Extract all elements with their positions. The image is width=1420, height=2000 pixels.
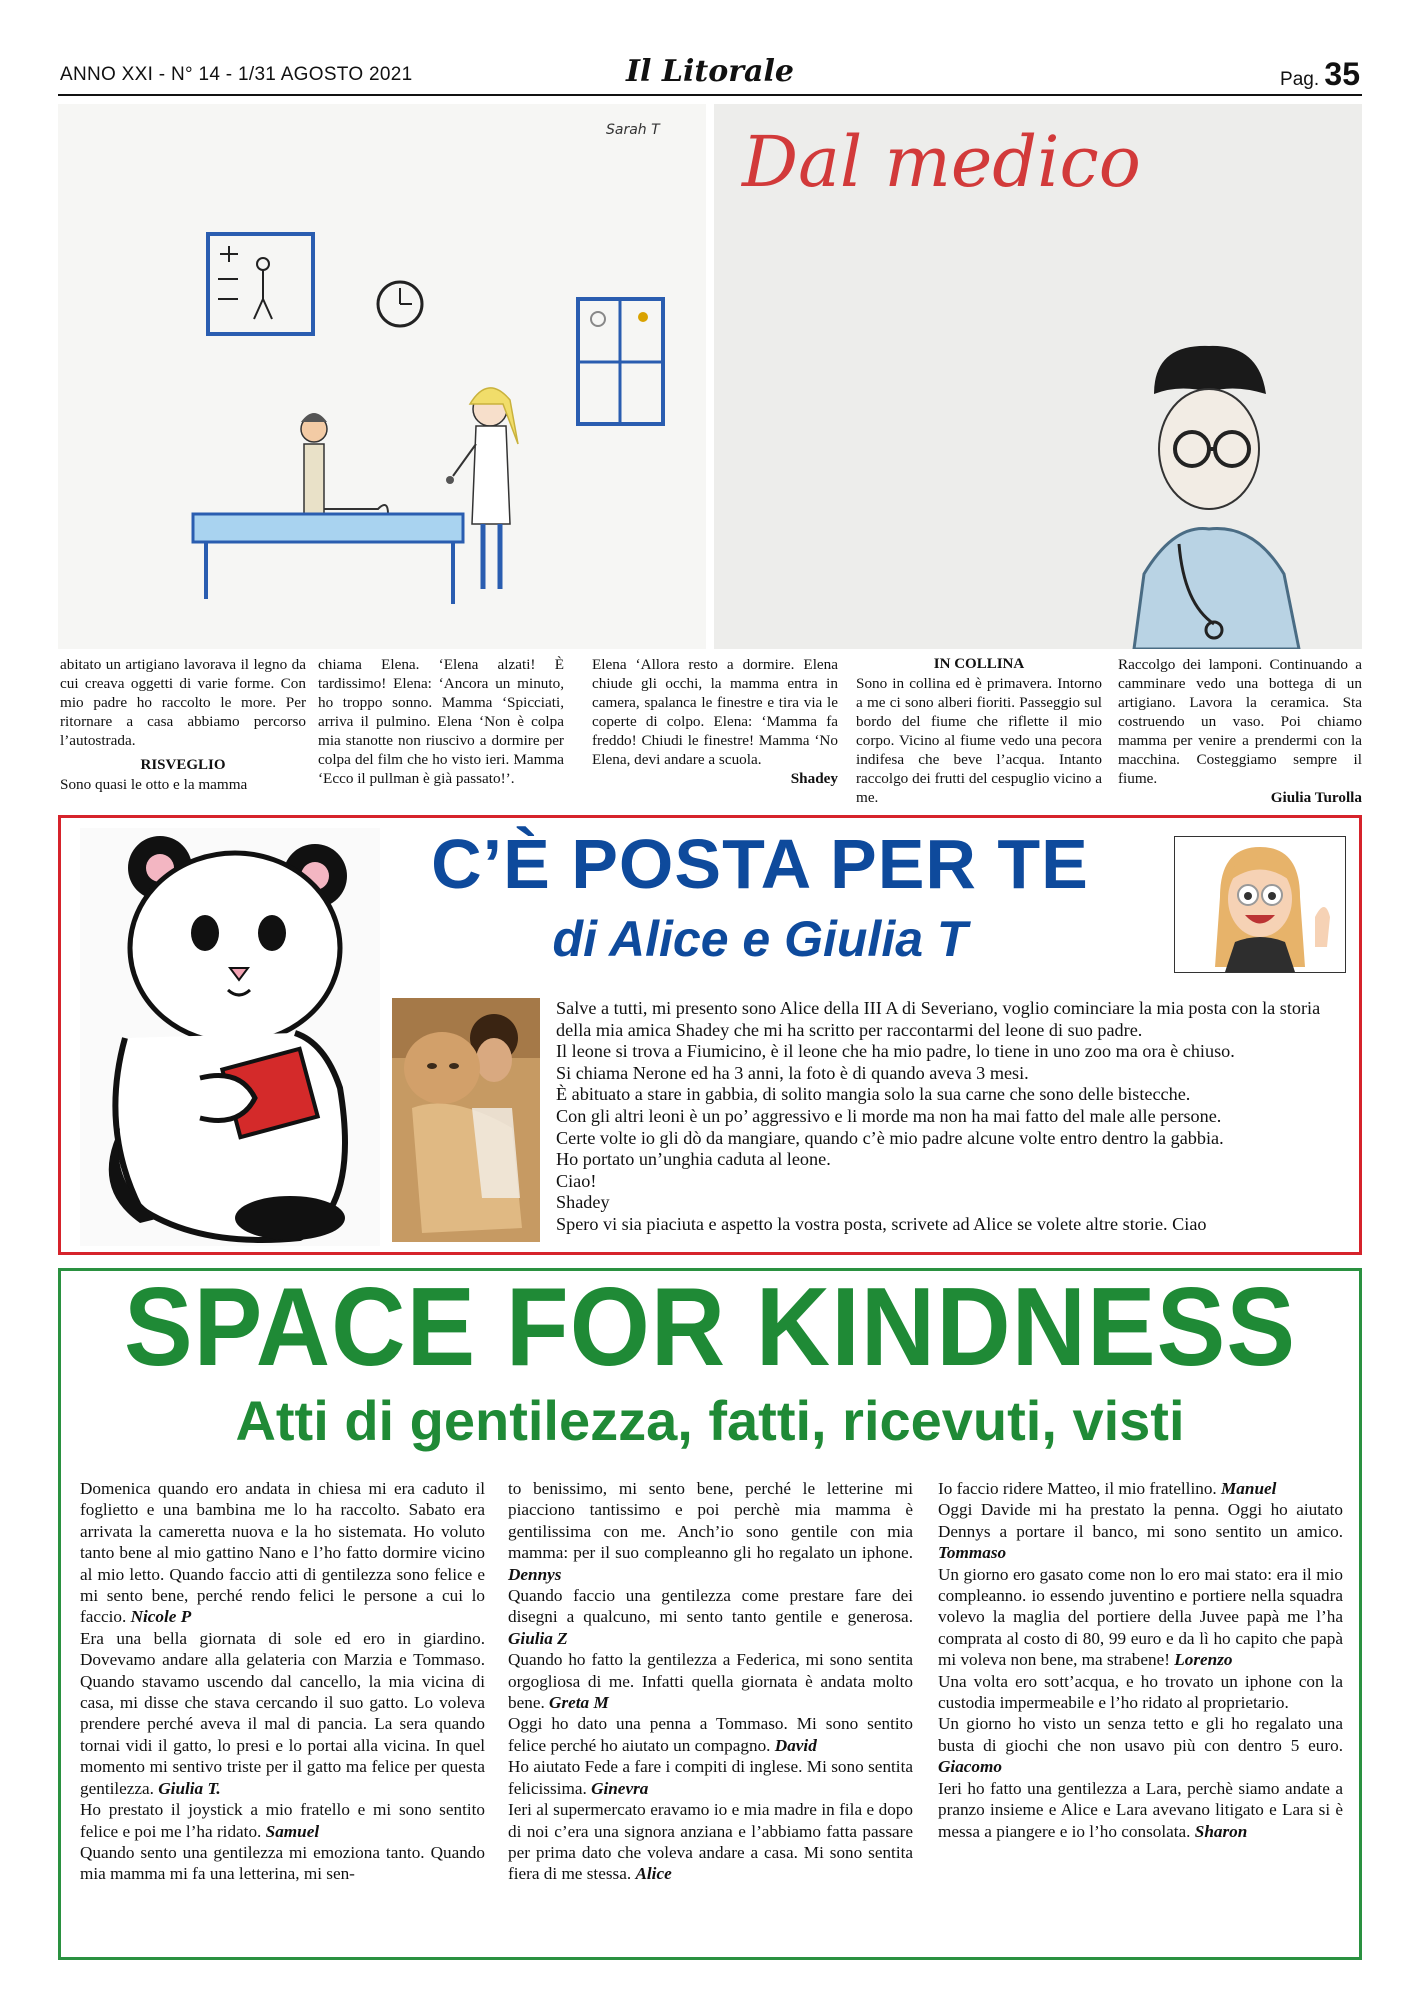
story-text: Elena ‘Allora resto a dormire. Elena chiude gli occhi, la mamma entra in camera, spalanca le finestre e tira via le coperte di colpo. Elena: ‘Mamma fa freddo! Chiudi le finestre! Mamma ‘No Elena, devi andare a scuola. [592,656,838,768]
page-number [1280,56,1360,93]
kindness-entry [938,1778,1343,1842]
story-signature: Shadey [790,770,838,787]
story-text: chiama Elena. ‘Elena alzati! È tardissimo! Elena: ‘Ancora un minuto, ho troppo sonno. Mamma ‘Spicciati, arriva il pulmino. Elena ‘Non è colpa mia stanotte non riuscivo a dormire per colpa del film che ho visto ieri. Mamma ‘Ecco il pullman è già passato!’. [318,656,564,787]
kindness-column-2 [508,1478,913,1885]
entry-author: Samuel [265,1821,320,1841]
posta-title: C’È POSTA PER TE [431,825,1089,903]
page-number-value: 35 [1324,56,1360,92]
entry-author: Giulia T. [158,1778,221,1798]
entry-author: Giacomo [938,1757,1002,1777]
child-drawing-dal-medico [714,104,1362,649]
kindness-entry [938,1499,1343,1563]
drawing-doctor-office-art [58,104,706,649]
kindness-entry [80,1842,485,1885]
kindness-entry [508,1756,913,1799]
story-subhead-risveglio: RISVEGLIO [140,757,226,773]
story-subhead-in-collina: IN COLLINA [933,656,1025,672]
avatar [1174,836,1346,973]
posta-paragraph: Salve a tutti, mi presento sono Alice della III A di Severiano, voglio cominciare la mia posta con la storia della mia amica Shadey che mi ha scritto per raccontarmi del leone di suo padre. [556,998,1321,1040]
drawing-handwriting: Dal medico [742,121,1141,203]
kindness-subtitle: Atti di gentilezza, fatti, ricevuti, visti [235,1389,1185,1452]
story-signature: Giulia Turolla [1270,789,1362,806]
kindness-entry [508,1713,913,1756]
story-column-5 [1118,655,1362,807]
posta-letter [556,998,1346,1236]
entry-author: Alice [635,1864,672,1884]
entry-text: Io faccio ridere Matteo, il mio fratellino. [938,1479,1217,1498]
kindness-entry [80,1478,485,1628]
kindness-entry [80,1628,485,1799]
panda-drawing-art [80,828,380,1246]
panda-drawing [80,828,380,1246]
story-text: abitato un artigiano lavorava il legno da cui creava oggetti di varie forme. Con mio padre ho raccolto le more. Per ritornare a casa abbiamo percorso l’autostrada. [60,656,306,749]
entry-text: Un giorno ero gasato come non lo ero mai stato: era il mio compleanno. io essendo juventino e portiere nella squadra volevo la maglia del portiere della Juvee papà me l’ha comprata al costo di 80, 99 euro e da lì ho capito che papà mi voleva non bene, ma strabene! [938,1564,1343,1670]
lion-photo-art [392,998,540,1242]
header-rule [58,94,1362,96]
page-label: Pag. [1280,69,1320,90]
entry-author: Dennys [508,1564,562,1584]
kindness-entry [80,1799,485,1842]
story-column-1 [60,655,306,794]
entry-text: Quando faccio una gentilezza come prestare fare dei disegni a qualcuno, mi sento tanto gentile e generosa. [508,1586,913,1627]
entry-author: Ginevra [591,1778,649,1798]
entry-text: Era una bella giornata di sole ed ero in giardino. Dovevamo andare alla gelateria con Marzia e Tommaso. Quando stavamo uscendo dal cancello, la mia vicina di casa, mi disse che stava cercando il suo gatto. Lo voleva prendere perché aveva il mal di pancia. La sera quando tornai vidi il gatto, lo presi e lo portai alla vicina. In quel momento mi sentivo triste per il gatto ma felice per questa gentilezza. [80,1628,485,1798]
story-column-3 [592,655,838,788]
entry-text: Oggi ho dato una penna a Tommaso. Mi sono sentito felice perché ho aiutato un compagno. [508,1714,913,1755]
story-text: Sono quasi le otto e la mamma [60,776,248,793]
story-column-2 [318,655,564,788]
entry-author: Giulia Z [508,1628,568,1648]
story-text: Sono in collina ed è primavera. Intorno a me ci sono alberi fioriti. Passeggio sul bordo del fiume che riflette il mio corpo. Vicino al fiume vedo una pecora indifesa che beve l’acqua. Intanto raccolgo dei frutti del cespuglio vicino a me. [856,675,1102,806]
entry-text: Ho aiutato Fede a fare i compiti di inglese. Mi sono sentita felicissima. [508,1757,913,1798]
posta-paragraph: Con gli altri leoni è un po’ aggressivo e li morde ma non ha mai fatto del male alle persone. [556,1105,1222,1126]
entry-author: Tommaso [938,1543,1007,1563]
entry-text: Un giorno ho visto un senza tetto e gli ho regalato una busta di giochi che non usavo più con dentro 5 euro. [938,1714,1343,1755]
kindness-column-3 [938,1478,1343,1842]
entry-text: to benissimo, mi sento bene, perché le letterine mi piacciono tantissimo e poi perchè mia mamma è gentilissima con me. Anch’io sono gentile con mia mamma: per il suo compleanno gli ho regalato un iphone. [508,1479,913,1563]
entry-author: Manuel [1221,1479,1277,1498]
entry-text: Quando ho fatto la gentilezza a Federica, mi sono sentita orgogliosa di me. Infatti quella giornata è andata molto bene. [508,1650,913,1713]
posta-paragraph: Ho portato un’unghia caduta al leone. [556,1149,831,1170]
entry-author: Lorenzo [1174,1650,1233,1670]
drawing-signature: Sarah T [606,122,660,138]
kindness-entry [938,1713,1343,1777]
entry-author: David [774,1735,817,1755]
posta-subtitle: di Alice e Giulia T [552,911,968,967]
child-drawing-doctor-office [58,104,706,649]
kindness-column-1 [80,1478,485,1885]
entry-text: Domenica quando ero andata in chiesa mi era caduto il foglietto e una bambina me lo ha raccolto. Sabato era arrivata la cameretta nuova e la ho sistemata. Ho voluto tanto bene al mio gattino Nano e l’ho fatto dormire vicino al mio letto. Quando faccio atti di gentilezza sono felice e mi sento bene, perché rendo felici le persone a cui lo faccio. [80,1479,485,1627]
entry-text: Quando sento una gentilezza mi emoziona tanto. Quando mia mamma mi fa una letterina, mi sen- [80,1842,485,1884]
lion-photo [392,998,540,1242]
kindness-title: SPACE FOR KINDNESS [123,1264,1297,1389]
entry-author: Sharon [1194,1821,1248,1841]
entry-text: Ieri ho fatto una gentilezza a Lara, perchè siamo andate a pranzo insieme e Alice e Lara avevano litigato e Lara si è messa a piangere e io l’ho consolata. [938,1778,1343,1841]
entry-text: Oggi Davide mi ha prestato la penna. Oggi ho aiutato Dennys a portare il banco, mi sono sentito un amico. [938,1500,1343,1541]
issue-info: ANNO XXI - N° 14 - 1/31 AGOSTO 2021 [60,64,413,85]
posta-paragraph: Il leone si trova a Fiumicino, è il leone che ha mio padre, lo tiene in uno zoo ma ora è chiuso. [556,1041,1235,1062]
posta-paragraph: Shadey [556,1192,610,1213]
posta-paragraph: È abituato a stare in gabbia, di solito mangia solo la sua carne che sono delle bistecche. [556,1084,1191,1105]
kindness-entry [508,1478,913,1585]
kindness-entry [938,1478,1343,1499]
kindness-entry [508,1585,913,1649]
story-text: Raccolgo dei lamponi. Continuando a camminare vedo una bottega di un artigiano. Lavora la ceramica. Sta costruendo un vaso. Poi chiamo mamma per venire a prendermi con la macchina. Costeggiamo sempre il fiume. [1118,656,1362,787]
kindness-entry [938,1564,1343,1671]
masthead: Il Litorale [626,54,794,89]
avatar-art [1175,837,1345,972]
entry-text: Una volta ero sott’acqua, e ho trovato un iphone con la custodia impermeabile e l’ho ridato al proprietario. [938,1671,1343,1713]
posta-paragraph: Spero vi sia piaciuta e aspetto la vostra posta, scrivete ad Alice se volete altre storie. Ciao [556,1213,1207,1234]
kindness-entry [508,1649,913,1713]
posta-paragraph: Si chiama Nerone ed ha 3 anni, la foto è di quando aveva 3 mesi. [556,1062,1029,1083]
entry-text: Ieri al supermercato eravamo io e mia madre in fila e dopo di noi c’era una signora anziana e l’abbiamo fatta passare per prima dato che voleva andare a casa. Mi sono sentita fiera di me stessa. [508,1800,913,1884]
entry-author: Greta M [549,1693,609,1713]
drawing-dal-medico-art [714,104,1362,649]
entry-author: Nicole P [130,1607,192,1627]
entry-text: Ho prestato il joystick a mio fratello e mi sono sentito felice e poi me l’ha ridato. [80,1800,485,1841]
posta-paragraph: Certe volte io gli dò da mangiare, quando c’è mio padre alcune volte entro dentro la gabbia. [556,1127,1224,1148]
kindness-entry [938,1671,1343,1714]
kindness-entry [508,1799,913,1885]
posta-paragraph: Ciao! [556,1170,597,1191]
story-column-4 [856,655,1102,807]
